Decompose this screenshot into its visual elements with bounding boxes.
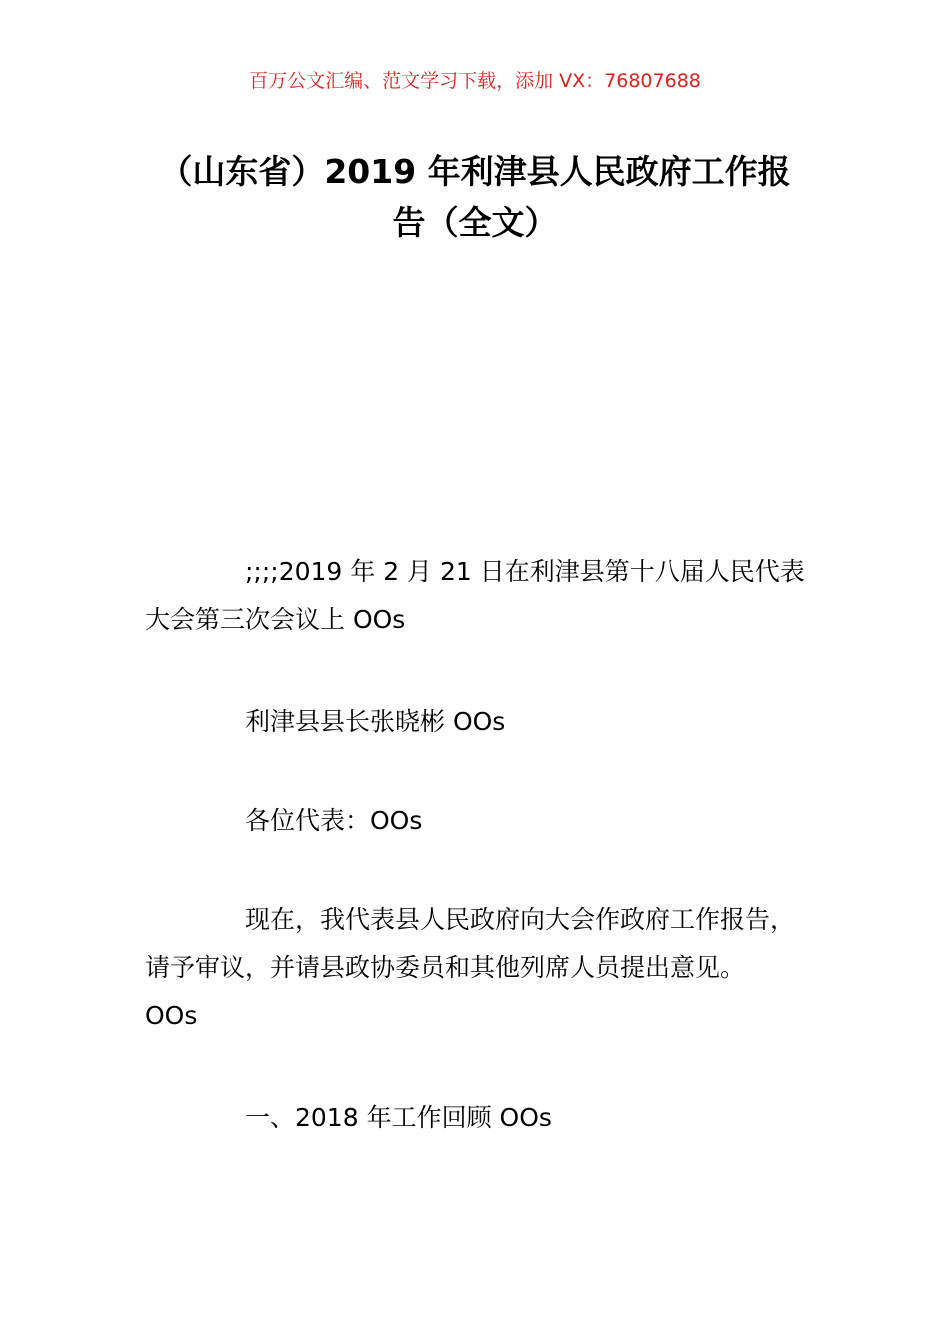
paragraph-line: 各位代表：OOs	[245, 806, 423, 835]
title-line-2: 告（全文）	[392, 203, 558, 242]
paragraph-line: 一、2018 年工作回顾 OOs	[245, 1103, 552, 1132]
paragraph-intro	[145, 896, 835, 1040]
paragraph-line: 现在，我代表县人民政府向大会作政府工作报告，	[245, 905, 796, 934]
paragraph-salutation	[145, 797, 835, 845]
page-title	[145, 146, 805, 248]
paragraph-line: OOs	[145, 1001, 198, 1030]
paragraph-line: ;;;;2019 年 2 月 21 日在利津县第十八届人民代表	[245, 557, 805, 586]
section-heading	[145, 1094, 835, 1142]
paragraph-speaker	[145, 698, 835, 746]
paragraph-line: 大会第三次会议上 OOs	[145, 605, 406, 634]
header-note: 百万公文汇编、范文学习下载，添加 VX：76807688	[249, 70, 701, 92]
paragraph-line: 利津县县长张晓彬 OOs	[245, 707, 506, 736]
title-line-1: （山东省）2019 年利津县人民政府工作报	[159, 152, 791, 191]
paragraph-line: 请予审议，并请县政协委员和其他列席人员提出意见。	[145, 953, 746, 982]
paragraph-meeting-info	[145, 548, 835, 644]
